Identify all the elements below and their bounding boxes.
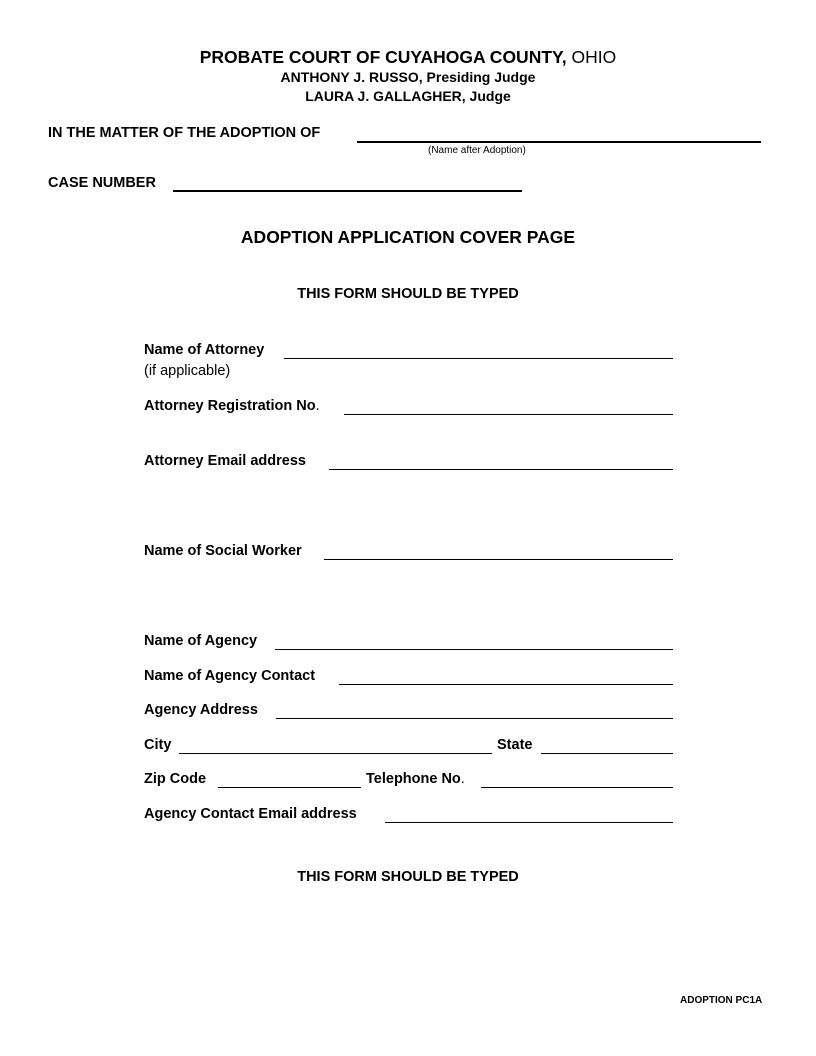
page-title: ADOPTION APPLICATION COVER PAGE	[240, 227, 576, 247]
attorney-registration-label	[144, 398, 320, 414]
telephone-dot: .	[460, 771, 465, 787]
typed-notice-top: THIS FORM SHOULD BE TYPED	[297, 286, 519, 302]
telephone-underline	[481, 787, 673, 788]
zip-code-underline	[218, 787, 361, 788]
court-state: OHIO	[571, 47, 617, 67]
telephone-field[interactable]	[481, 769, 673, 787]
city-field[interactable]	[179, 735, 492, 753]
agency-name-field[interactable]	[275, 631, 673, 649]
agency-contact-email-label: Agency Contact Email address	[144, 806, 357, 822]
court-name-text: PROBATE COURT OF CUYAHOGA COUNTY,	[199, 47, 567, 67]
social-worker-label: Name of Social Worker	[144, 543, 302, 559]
presiding-judge: ANTHONY J. RUSSO, Presiding Judge	[280, 69, 536, 85]
case-number-label: CASE NUMBER	[48, 175, 156, 191]
agency-address-underline	[276, 718, 673, 719]
typed-notice-bottom: THIS FORM SHOULD BE TYPED	[297, 869, 519, 885]
agency-address-label: Agency Address	[144, 702, 258, 718]
attorney-email-field[interactable]	[329, 451, 673, 469]
attorney-registration-dot: .	[315, 398, 320, 414]
state-underline	[541, 753, 673, 754]
agency-name-label: Name of Agency	[144, 633, 258, 649]
form-number: ADOPTION PC1A	[680, 995, 763, 1006]
attorney-name-note: (if applicable)	[144, 363, 231, 379]
matter-name-field[interactable]	[357, 124, 761, 142]
agency-contact-email-underline	[385, 822, 673, 823]
agency-contact-email-field[interactable]	[385, 804, 673, 822]
city-underline	[179, 753, 492, 754]
attorney-name-underline	[284, 358, 673, 359]
attorney-registration-text: Attorney Registration No	[144, 398, 316, 414]
state-label: State	[497, 737, 533, 753]
zip-code-label: Zip Code	[144, 771, 207, 787]
attorney-email-underline	[329, 469, 673, 470]
matter-label: IN THE MATTER OF THE ADOPTION OF	[48, 125, 321, 141]
zip-code-field[interactable]	[218, 769, 361, 787]
social-worker-field[interactable]	[324, 541, 673, 559]
telephone-label	[366, 771, 465, 787]
state-field[interactable]	[541, 735, 673, 753]
agency-address-field[interactable]	[276, 700, 673, 718]
attorney-name-label: Name of Attorney	[144, 342, 265, 358]
court-name	[0, 47, 816, 68]
city-label: City	[144, 737, 172, 753]
social-worker-underline	[324, 559, 673, 560]
attorney-registration-field[interactable]	[344, 396, 673, 414]
agency-name-underline	[275, 649, 673, 650]
agency-contact-label: Name of Agency Contact	[144, 668, 316, 684]
judge: LAURA J. GALLAGHER, Judge	[305, 88, 511, 104]
agency-contact-underline	[339, 684, 673, 685]
matter-sublabel: (Name after Adoption)	[428, 145, 526, 156]
attorney-name-field[interactable]	[284, 340, 673, 358]
telephone-label-text: Telephone No	[366, 771, 461, 787]
attorney-email-label: Attorney Email address	[144, 453, 306, 469]
case-number-field[interactable]	[173, 173, 522, 191]
agency-contact-field[interactable]	[339, 666, 673, 684]
attorney-registration-underline	[344, 414, 673, 415]
